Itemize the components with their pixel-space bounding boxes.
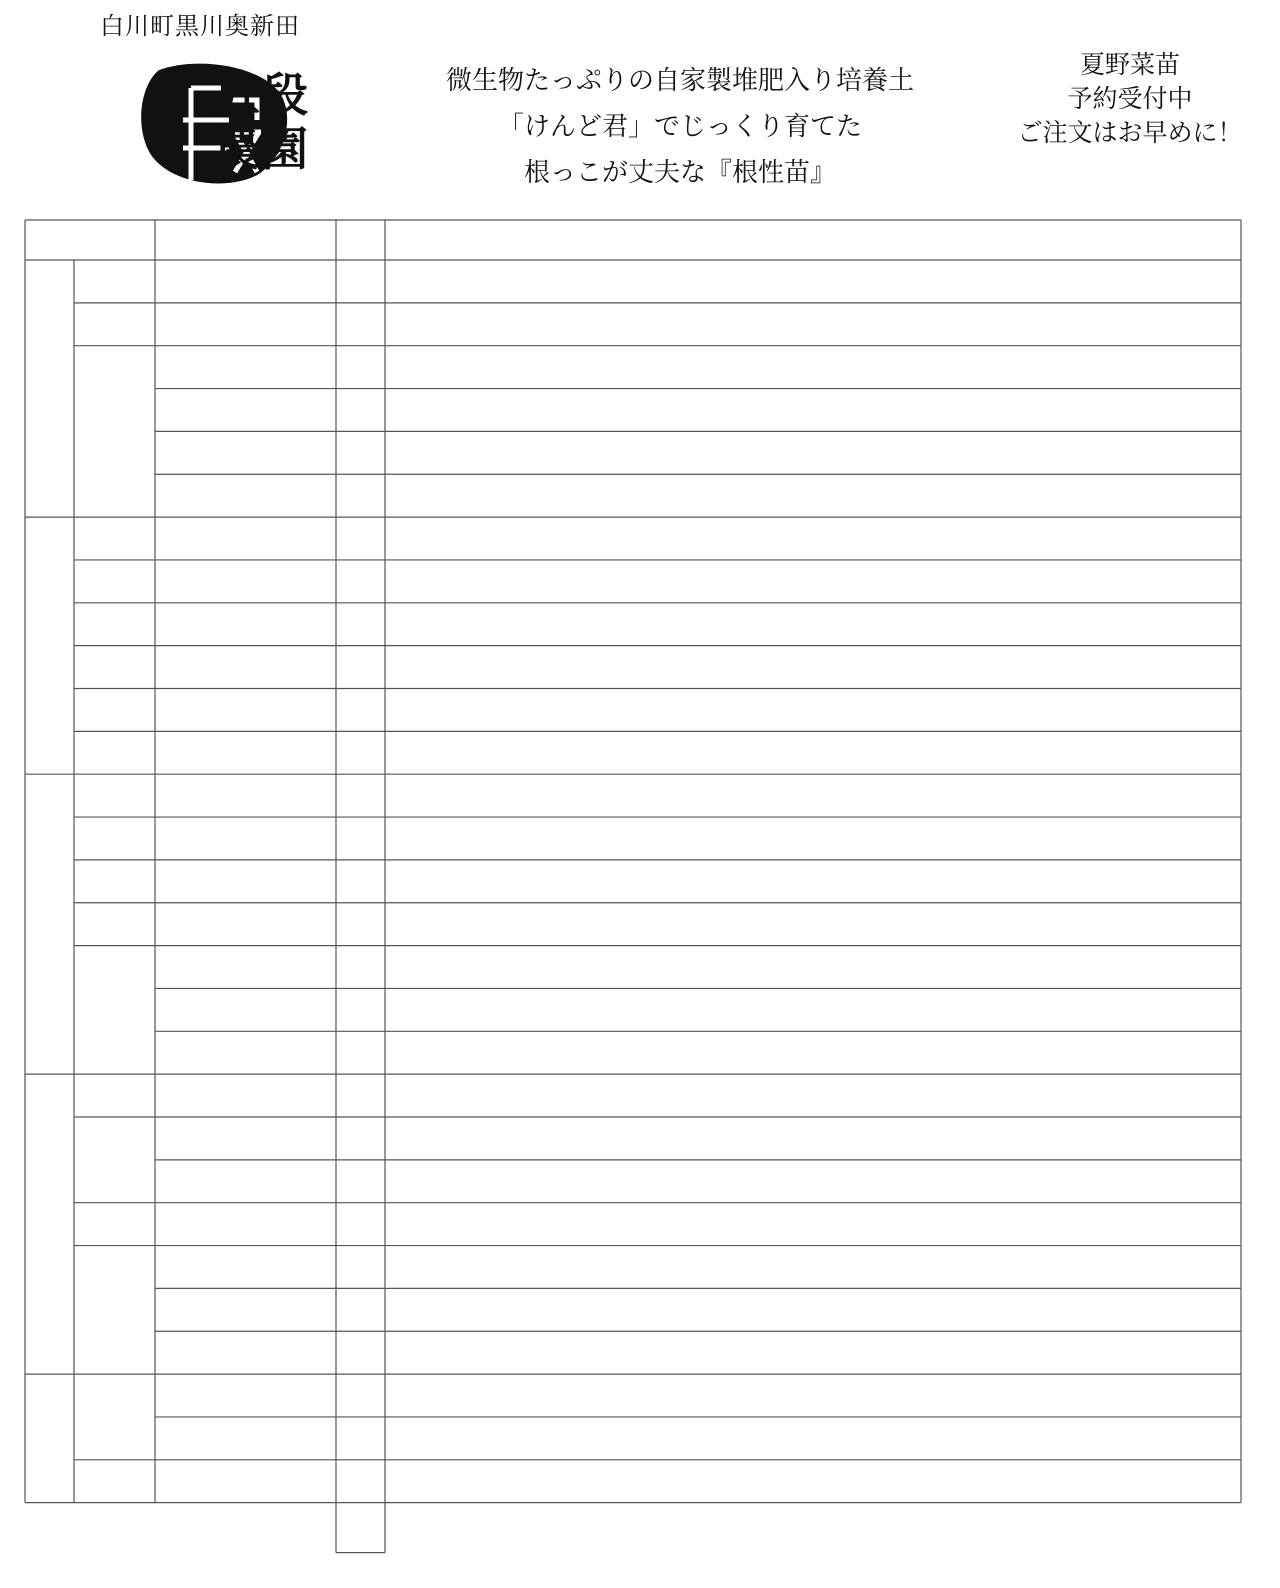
subgroup-label bbox=[74, 1460, 155, 1503]
farm-name-line-1: 五段 bbox=[214, 68, 310, 122]
subgroup-label bbox=[74, 1246, 155, 1375]
subgroup-label bbox=[74, 346, 155, 517]
subgroup-label bbox=[74, 303, 155, 346]
farm-name-line-2: 農園 bbox=[214, 122, 310, 176]
tagline-line-2: 「けんど君」でじっくり育てた bbox=[497, 112, 862, 142]
subgroup-label bbox=[74, 1203, 155, 1246]
subgroup-label bbox=[74, 731, 155, 774]
subgroup-label bbox=[74, 1117, 155, 1203]
subgroup-label bbox=[74, 646, 155, 689]
tagline-line-1: 微生物たっぷりの自家製堆肥入り培養土 bbox=[445, 66, 914, 96]
tagline-line-3: 根っこが丈夫な『根性苗』 bbox=[523, 158, 836, 188]
address: 白川町黒川奥新田 bbox=[100, 12, 300, 40]
header-variety bbox=[155, 220, 336, 260]
subgroup-label bbox=[74, 774, 155, 817]
subgroup-label bbox=[74, 517, 155, 560]
subgroup-label bbox=[74, 860, 155, 903]
notice-line-3: ご注文はお早めに！ bbox=[1017, 118, 1243, 147]
subgroup-label bbox=[74, 903, 155, 946]
header-description bbox=[385, 220, 1241, 260]
subgroup-label bbox=[74, 260, 155, 303]
notice-line-1: 夏野菜苗 bbox=[1079, 50, 1180, 79]
subgroup-label bbox=[74, 689, 155, 732]
subgroup-label bbox=[74, 560, 155, 603]
notice-line-2: 予約受付中 bbox=[1067, 84, 1193, 113]
subgroup-label bbox=[74, 603, 155, 646]
subgroup-label bbox=[74, 1074, 155, 1117]
subgroup-label bbox=[74, 817, 155, 860]
header-category bbox=[25, 220, 155, 260]
